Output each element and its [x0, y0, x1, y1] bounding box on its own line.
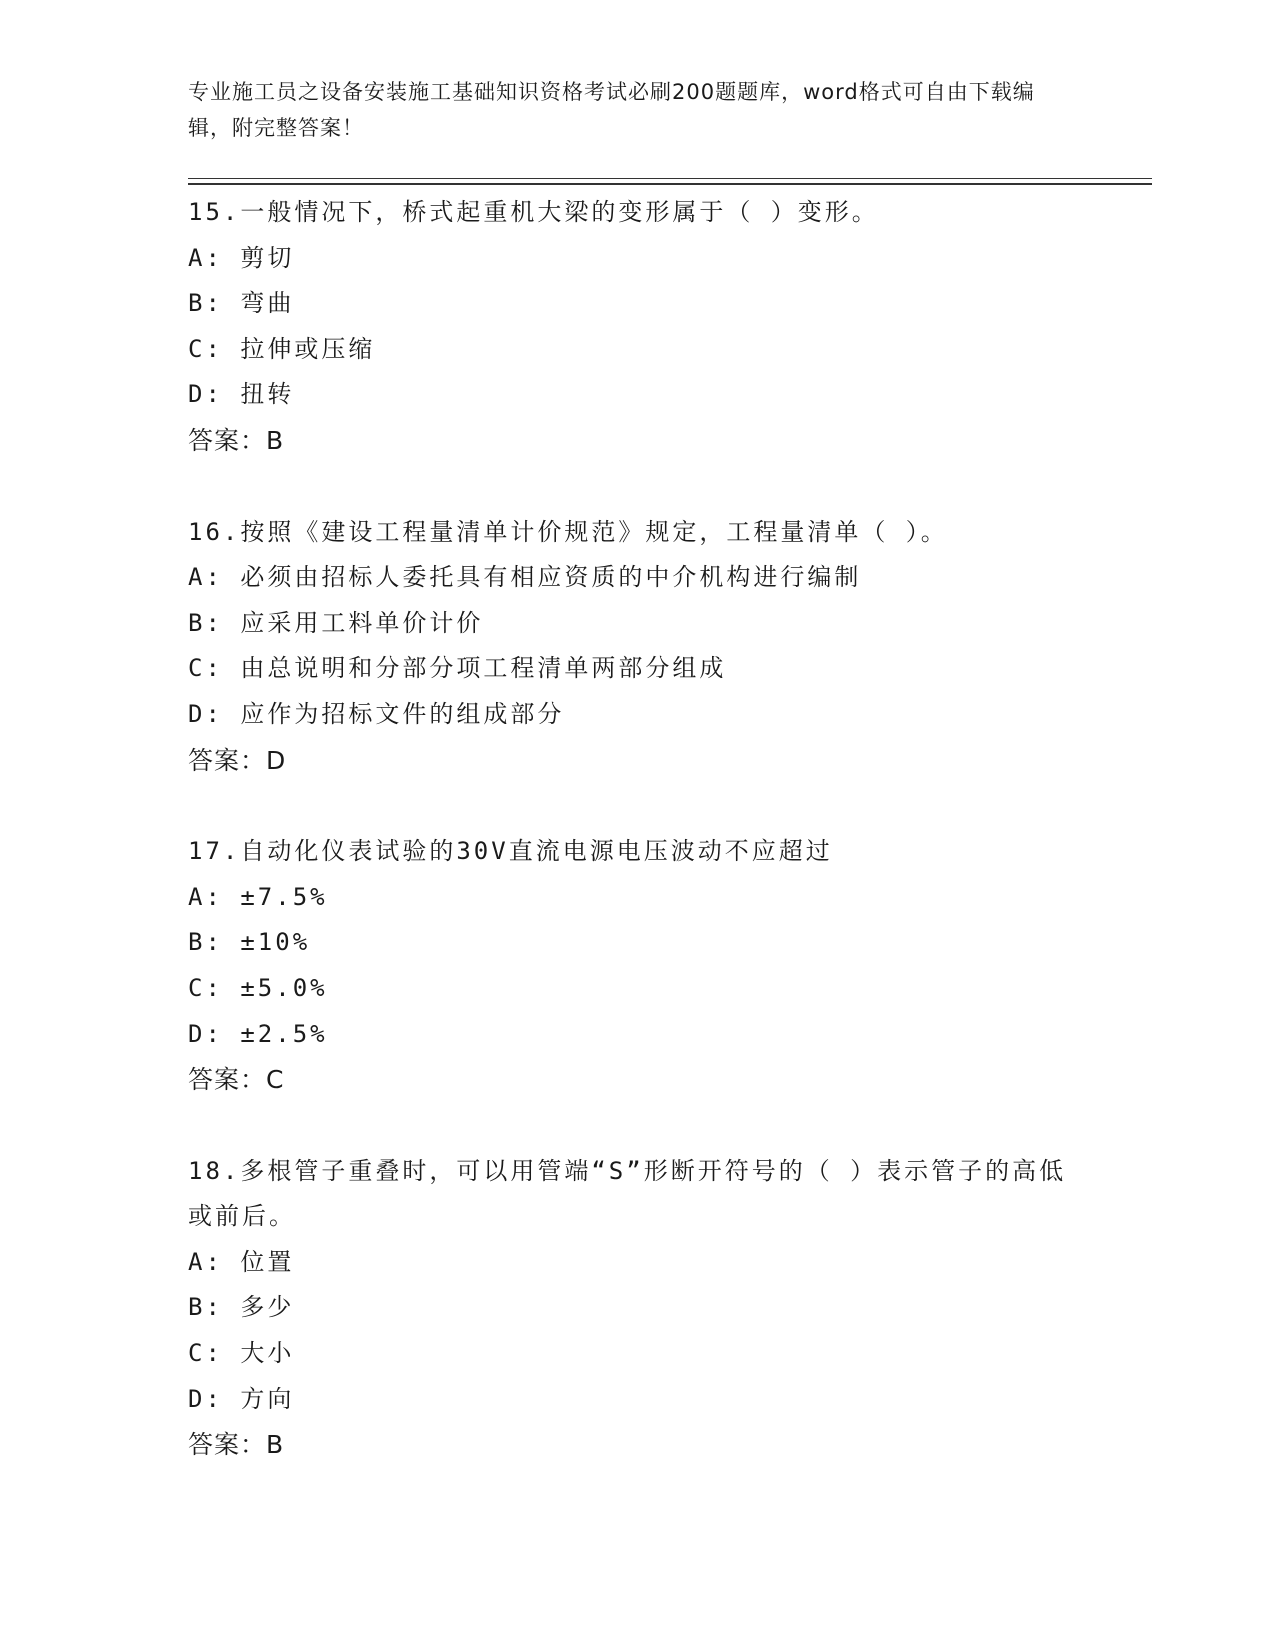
header-divider	[188, 178, 1152, 179]
question-stem: 16.按照《建设工程量清单计价规范》规定，工程量清单（ ）。	[188, 517, 948, 546]
question-18	[188, 1149, 1088, 1468]
question-stem: 18.多根管子重叠时，可以用管端“S”形断开符号的（ ）表示管子的高低或前后。	[188, 1156, 1067, 1231]
option-d: D: ±2.5%	[188, 1019, 328, 1048]
option-b: B: 弯曲	[188, 289, 295, 318]
option-b: B: ±10%	[188, 928, 311, 957]
option-a: A: 必须由招标人委托具有相应资质的中介机构进行编制	[188, 563, 862, 592]
question-16	[188, 510, 1088, 784]
answer-text: 答案：D	[188, 745, 287, 775]
answer-text: 答案：B	[188, 1430, 285, 1460]
option-b: B: 应采用工料单价计价	[188, 608, 484, 637]
option-c: C: ±5.0%	[188, 973, 328, 1002]
option-c: C: 大小	[188, 1339, 295, 1368]
option-d: D: 方向	[188, 1384, 295, 1413]
document-intro: 专业施工员之设备安装施工基础知识资格考试必刷200题题库，word格式可自由下载编辑，附完整答案！	[188, 80, 1035, 140]
option-d: D: 应作为招标文件的组成部分	[188, 699, 565, 728]
question-17	[188, 829, 1088, 1103]
option-b: B: 多少	[188, 1293, 295, 1322]
question-list	[188, 190, 1088, 1514]
question-stem: 15.一般情况下，桥式起重机大梁的变形属于（ ）变形。	[188, 198, 879, 226]
question-stem: 17.自动化仪表试验的30V直流电源电压波动不应超过	[188, 837, 833, 866]
answer-text: 答案：B	[188, 425, 285, 455]
option-a: A: 剪切	[188, 243, 295, 272]
option-c: C: 由总说明和分部分项工程清单两部分组成	[188, 654, 727, 683]
option-d: D: 扭转	[188, 380, 295, 409]
answer-text: 答案：C	[188, 1065, 285, 1095]
header-divider-thick	[188, 183, 1152, 185]
option-a: A: 位置	[188, 1247, 295, 1276]
question-15	[188, 190, 1088, 464]
option-c: C: 拉伸或压缩	[188, 334, 376, 363]
option-a: A: ±7.5%	[188, 882, 328, 911]
